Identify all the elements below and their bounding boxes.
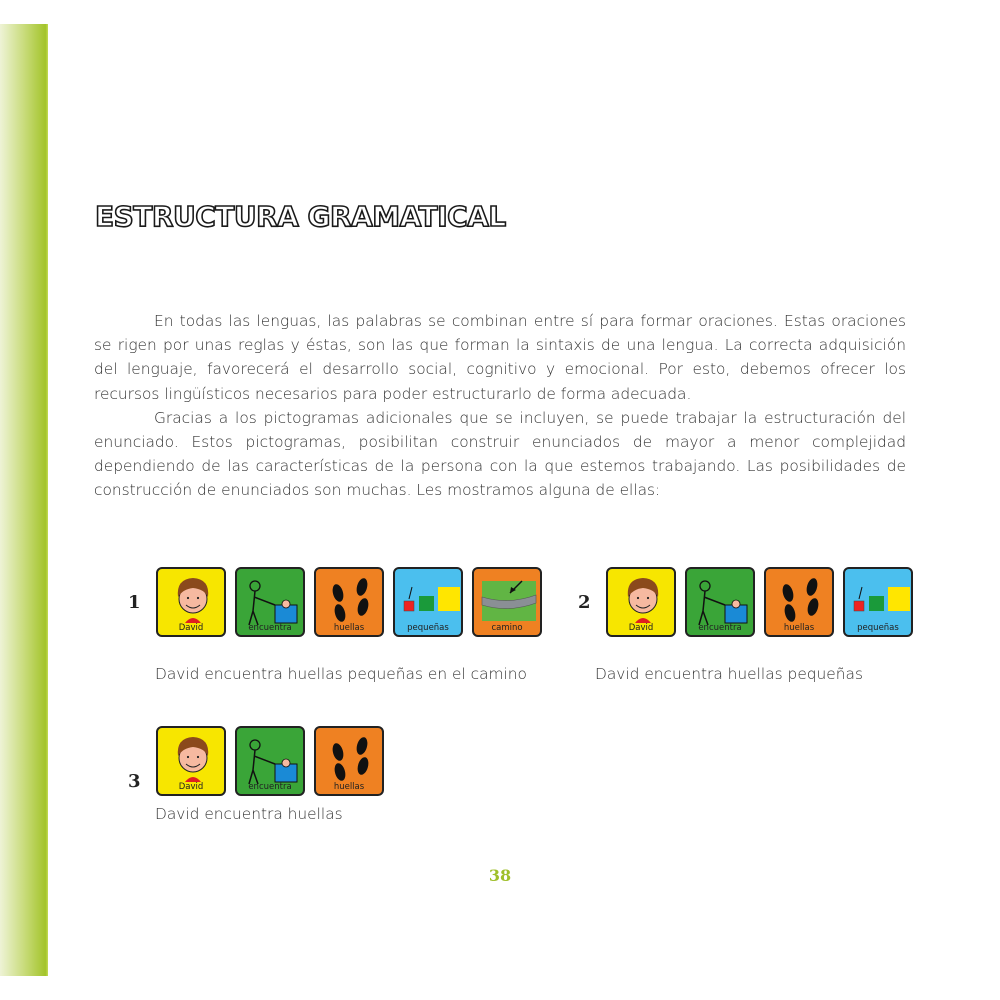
pictogram-camino [472,567,542,637]
find-person-icon [237,728,305,788]
green-side-bar [0,24,48,976]
example-caption: David encuentra huellas pequeñas [595,665,863,683]
pictogram-label: encuentra [698,623,742,633]
example-number: 1 [128,591,141,613]
pictogram-label: pequeñas [857,623,899,633]
pictogram-huellas [314,726,384,796]
pictogram-huellas [764,567,834,637]
pictogram-encuentra [235,726,305,796]
pictogram-label: camino [491,623,523,633]
pictogram-encuentra [685,567,755,637]
small-squares-icon [395,569,463,629]
pictogram-label: encuentra [248,782,292,792]
pictogram-David [156,567,226,637]
footprints-icon [766,569,834,629]
pictogram-label: huellas [783,623,815,633]
boy-face-icon [158,569,226,629]
pictogram-label: pequeñas [407,623,449,633]
small-squares-icon [845,569,913,629]
body-text [94,309,906,503]
example-number: 2 [578,591,591,613]
pictogram-label: huellas [333,782,365,792]
example-3 [128,726,384,796]
pictogram-David [156,726,226,796]
path-icon [474,569,542,629]
pictogram-huellas [314,567,384,637]
example-number: 3 [128,771,141,792]
paragraph-2: Gracias a los pictogramas adicionales que se incluyen, se puede trabajar la estructuración del enunciado. Estos pictogramas, posibilitan construir enunciados de mayor a menor complejidad dependiendo de las características de la persona con la que estemos trabajando. Las posibilidades de construcción de enunciados son muchas. Les mostramos alguna de ellas: [94,408,906,500]
find-person-icon [237,569,305,629]
example-caption: David encuentra huellas [155,805,343,823]
footprints-icon [316,569,384,629]
pictogram-pequeñas [393,567,463,637]
boy-face-icon [158,728,226,788]
page-number: 38 [488,866,512,885]
pictogram-label: David [178,623,204,633]
boy-face-icon [608,569,676,629]
pictogram-pequeñas [843,567,913,637]
pictogram-label: David [178,782,204,792]
find-person-icon [687,569,755,629]
page-title: ESTRUCTURA GRAMATICAL [95,200,506,233]
example-caption: David encuentra huellas pequeñas en el camino [155,665,527,683]
pictogram-David [606,567,676,637]
example-2 [578,567,913,637]
paragraph-1: En todas las lenguas, las palabras se combinan entre sí para formar oraciones. Estas oraciones se rigen por unas reglas y éstas, son las que forman la sintaxis de una lengua. La correcta adquisición del lenguaje, favorecerá el desarrollo social, cognitivo y emocional. Por esto, debemos ofrecer los recursos lingüísticos necesarios para poder estructurarlo de forma adecuada. [94,312,906,403]
pictogram-label: encuentra [248,623,292,633]
pictogram-label: huellas [333,623,365,633]
example-1 [128,567,542,637]
footprints-icon [316,728,384,788]
pictogram-encuentra [235,567,305,637]
pictogram-label: David [628,623,654,633]
